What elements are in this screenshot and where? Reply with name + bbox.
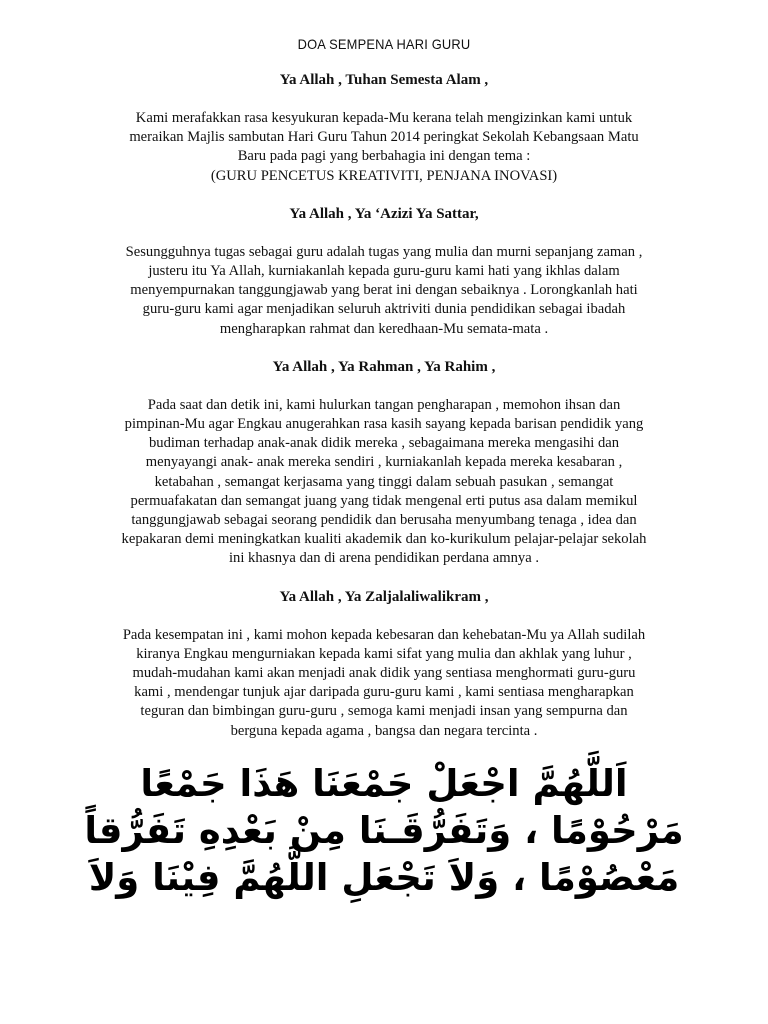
section-4 bbox=[70, 589, 698, 741]
section-heading: Ya Allah , Tuhan Semesta Alam , bbox=[279, 72, 489, 88]
paragraph-line: meraikan Majlis sambutan Hari Guru Tahun 2014 peringkat Sekolah Kebangsaan Matu bbox=[129, 129, 639, 146]
paragraph-line: kepakaran demi meningkatkan kualiti akademik dan ko-kurikulum pelajar-pelajar sekolah bbox=[121, 531, 647, 548]
arabic-line: مَرْحُوْمًا ، وَتَفَرُّقَـنَا مِنْ بَعْدِهِ تَفَرُّقاً bbox=[84, 809, 684, 852]
paragraph-line: permuafakatan dan semangat juang yang tidak mengenal erti putus asa dalam memikul bbox=[130, 492, 638, 509]
paragraph-line: Sesungguhnya tugas sebagai guru adalah tugas yang mulia dan murni sepanjang zaman , bbox=[125, 243, 643, 260]
paragraph-line: Baru pada pagi yang berbahagia ini dengan tema : bbox=[237, 148, 531, 165]
arabic-line: اَللَّهُمَّ اجْعَلْ جَمْعَنَا هَذَا جَمْعًا bbox=[140, 762, 628, 805]
paragraph-line: menyayangi anak- anak mereka sendiri , kurniakanlah kepada mereka kesabaran , bbox=[145, 454, 623, 471]
document-title: DOA SEMPENA HARI GURU bbox=[297, 36, 471, 52]
section-paragraph bbox=[70, 109, 698, 186]
section-3 bbox=[70, 359, 698, 569]
paragraph-line: berguna kepada agama , bangsa dan negara tercinta . bbox=[230, 722, 538, 739]
section-heading: Ya Allah , Ya Zaljalaliwalikram , bbox=[279, 588, 489, 605]
paragraph-line: Kami merafakkan rasa kesyukuran kepada-Mu kerana telah mengizinkan kami untuk bbox=[135, 110, 633, 126]
paragraph-line: guru-guru kami agar menjadikan seluruh aktriviti dunia pendidikan sebagai ibadah bbox=[142, 301, 626, 318]
paragraph-line: Pada kesempatan ini , kami mohon kepada kebesaran dan kehebatan-Mu ya Allah sudilah bbox=[122, 626, 646, 643]
section-paragraph bbox=[70, 396, 698, 569]
paragraph-line: pimpinan-Mu agar Engkau anugerahkan rasa kasih sayang kepada barisan pendidik yang bbox=[124, 416, 644, 433]
arabic-prayer bbox=[40, 760, 728, 901]
paragraph-line: kiranya Engkau mengurniakan kepada kami sifat yang mulia dan akhlak yang luhur , bbox=[136, 645, 632, 662]
section-1 bbox=[70, 72, 698, 186]
paragraph-line: kami , mendengar tunjuk ajar daripada guru-guru kami , kami sentiasa mengharapkan bbox=[134, 684, 634, 701]
paragraph-line: tanggungjawab sebagai seorang pendidik dan berusaha menyumbang tenaga , idea dan bbox=[131, 512, 637, 529]
section-2 bbox=[70, 206, 698, 339]
paragraph-line: budiman terhadap anak-anak didik mereka , sebagaimana mereka mengasihi dan bbox=[148, 435, 620, 452]
paragraph-line: (GURU PENCETUS KREATIVITI, PENJANA INOVASI) bbox=[210, 167, 558, 184]
paragraph-line: menyempurnakan tanggungjawab yang berat ini dengan sebaiknya . Lorongkanlah hati bbox=[130, 282, 638, 299]
section-paragraph bbox=[70, 243, 698, 339]
paragraph-line: ini khasnya dan di arena pendidikan perdana amnya . bbox=[228, 550, 539, 567]
section-paragraph bbox=[70, 626, 698, 741]
paragraph-line: mengharapkan rahmat dan keredhaan-Mu semata-mata . bbox=[219, 320, 549, 337]
paragraph-line: Pada saat dan detik ini, kami hulurkan tangan pengharapan , memohon ihsan dan bbox=[147, 396, 621, 413]
paragraph-line: justeru itu Ya Allah, kurniakanlah kepada guru-guru kami hati yang ikhlas dalam bbox=[148, 263, 620, 280]
paragraph-line: ketabahan , semangat kerjasama yang tinggi dalam sebuah pasukan , semangat bbox=[154, 473, 614, 490]
paragraph-line: mudah-mudahan kami akan menjadi anak didik yang sentiasa menghormati guru-guru bbox=[132, 665, 636, 682]
paragraph-line: teguran dan bimbingan guru-guru , semoga kami menjadi insan yang sempurna dan bbox=[140, 703, 628, 720]
section-heading: Ya Allah , Ya Rahman , Ya Rahim , bbox=[272, 358, 496, 375]
section-heading: Ya Allah , Ya ‘Azizi Ya Sattar, bbox=[289, 205, 479, 222]
arabic-line: مَعْصُوْمًا ، وَلاَ تَجْعَلِ اللَّهُمَّ فِيْنَا وَلاَ bbox=[88, 856, 680, 899]
